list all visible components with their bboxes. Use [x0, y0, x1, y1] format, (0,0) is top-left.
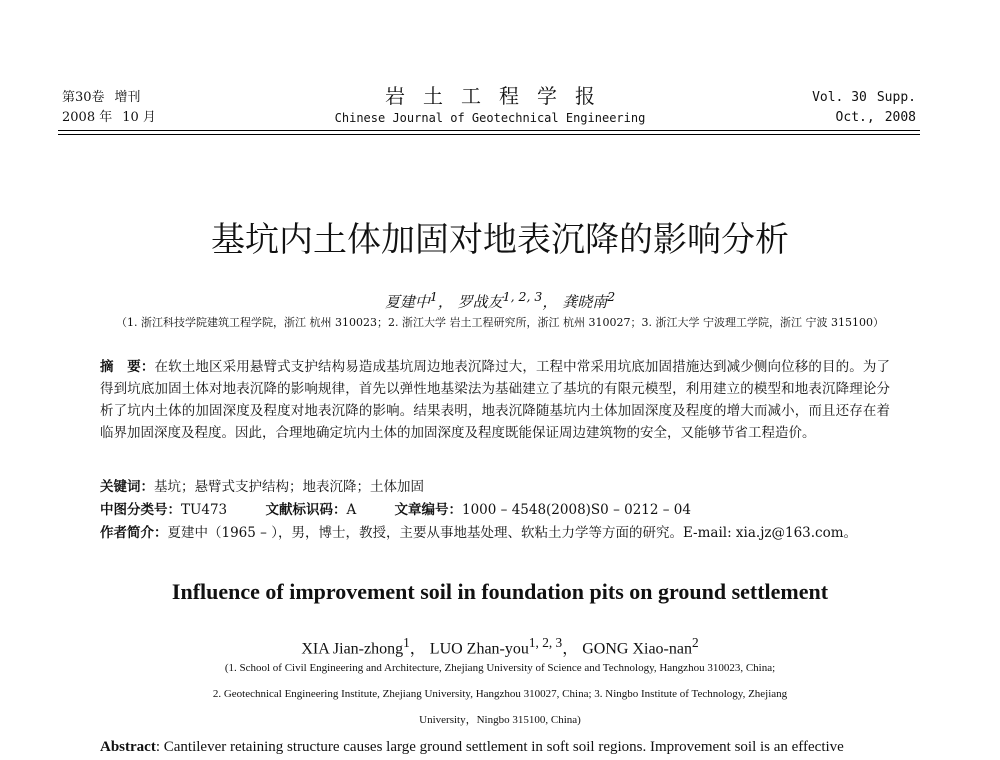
bio-label-cn: 作者简介：: [100, 525, 168, 541]
abstract-text-en: : Cantilever retaining structure causes large ground settlement in soft soil regions. Improvement soil is an effective: [155, 739, 844, 755]
abstract-label-cn: 摘 要：: [100, 359, 155, 375]
issue-cn: 增刊: [114, 90, 141, 105]
abstract-text-cn: 在软土地区采用悬臂式支护结构易造成基坑周边地表沉降过大，工程中常采用坑底加固措施达到减少侧向位移的目的。为了得到坑底加固土体对地表沉降的影响规律，首先以弹性地基梁法为基础建立了基坑的有限元模型，利用建立的模型和地表沉降理论分析了坑内土体的加固深度及程度对地表沉降的影响。结果表明，地表沉降随基坑内土体加固深度及程度的增大而减小，而且还存在着临界加固深度及程度。因此，合理地确定坑内土体的加固深度及程度既能保证周边建筑物的安全，又能够节省工程造价。: [100, 359, 891, 441]
affiliation-en-line-1: (1. School of Civil Engineering and Architecture, Zhejiang University of Science and Technology, Hangzhou 310023, China;: [224, 662, 776, 674]
author-separator: ，: [542, 293, 558, 311]
author-bio-cn: [100, 523, 857, 543]
author-separator: ，: [437, 293, 453, 311]
paper-title-cn: 基坑内土体加固对地表沉降的影响分析: [211, 220, 789, 260]
abstract-label-en: Abstract: [100, 739, 156, 755]
authors-cn: [0, 287, 1000, 312]
month-cn: 10 月: [122, 110, 156, 125]
author-name: XIA Jian-zhong: [301, 640, 404, 658]
article-number-label: 文章编号：: [394, 502, 462, 518]
header-rule-thin: [58, 134, 920, 135]
article-number-value: 1000 – 4548(2008)S0 – 0212 – 04: [462, 502, 691, 518]
abstract-cn: [100, 356, 890, 444]
author-separator: ，: [409, 640, 426, 658]
author-name: 罗战友: [457, 293, 503, 311]
journal-header-center: [300, 83, 680, 127]
month-en: Oct.,: [835, 110, 875, 125]
author-name: 夏建中: [384, 293, 430, 311]
author-name: 龚晓南: [562, 293, 608, 311]
header-rule-thick: [58, 130, 920, 131]
journal-name-cn: 岩土工程学报: [385, 84, 613, 108]
author-affiliation-mark: 2: [607, 289, 616, 304]
keywords-cn: [100, 477, 424, 497]
authors-en: [0, 633, 1000, 659]
author-name: GONG Xiao-nan: [582, 640, 692, 658]
issue-en: Supp.: [876, 90, 916, 105]
keywords-label-cn: 关键词：: [100, 479, 154, 495]
affiliations-cn: （1. 浙江科技学院建筑工程学院，浙江 杭州 310023；2. 浙江大学 岩土工程研究所，浙江 杭州 310027；3. 浙江大学 宁波理工学院，浙江 宁波 315100）: [116, 316, 884, 329]
bio-text-cn: 夏建中（1965 – ），男，博士，教授，主要从事地基处理、软粘土力学等方面的研究。E-mail: xia.jz@163.com。: [167, 525, 858, 541]
author-affiliation-mark: 1, 2, 3: [502, 289, 543, 304]
volume-en: Vol. 30: [812, 90, 867, 105]
journal-header-right: [802, 88, 916, 128]
clc-label: 中图分类号：: [100, 502, 181, 518]
clc-value: TU473: [181, 502, 228, 518]
year-cn: 2008 年: [62, 110, 113, 125]
year-en: 2008: [884, 110, 916, 125]
doc-code-label: 文献标识码：: [265, 502, 347, 518]
journal-name-en: Chinese Journal of Geotechnical Engineering: [334, 111, 646, 125]
doc-code-value: A: [346, 502, 357, 518]
author-separator: ，: [562, 640, 579, 658]
paper-title-en: Influence of improvement soil in foundation pits on ground settlement: [171, 579, 829, 604]
journal-header-left: [62, 88, 166, 128]
author-affiliation-mark: 2: [691, 635, 699, 650]
abstract-en: [100, 737, 900, 757]
classification-row: [100, 500, 725, 520]
keywords-text-cn: 基坑；悬臂式支护结构；地表沉降；土体加固: [154, 479, 424, 495]
affiliation-en-line-2: 2. Geotechnical Engineering Institute, Zhejiang University, Hangzhou 310027, China; 3. Ningbo Institute of Technology, Zhejiang: [212, 688, 788, 700]
author-name: LUO Zhan-you: [429, 640, 529, 658]
author-affiliation-mark: 1: [429, 289, 438, 304]
author-affiliation-mark: 1: [403, 635, 410, 650]
affiliation-en-line-3: University，Ningbo 315100, China): [419, 714, 581, 726]
author-affiliation-mark: 1, 2, 3: [528, 635, 563, 650]
volume-cn: 第30卷: [62, 90, 105, 105]
